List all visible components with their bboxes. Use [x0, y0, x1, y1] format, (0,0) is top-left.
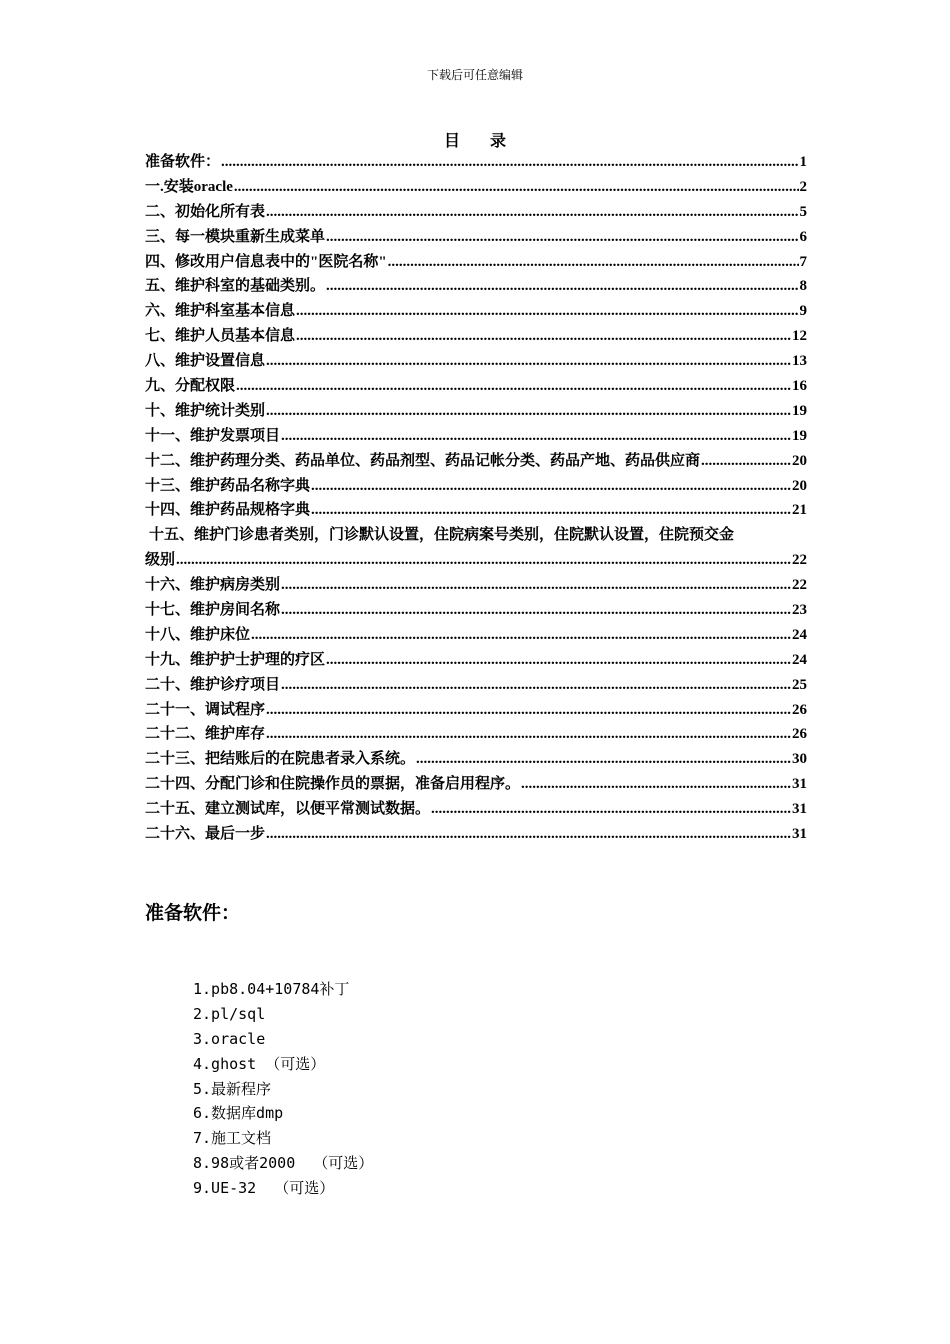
- toc-entry-page: 8: [799, 278, 807, 295]
- toc-entry-title: 二十四、分配门诊和住院操作员的票据，准备启用程序。: [145, 776, 521, 793]
- toc-entry-title: 二十一、调试程序: [145, 701, 266, 718]
- toc-leader: [296, 299, 798, 324]
- toc-entry-page: 20: [792, 477, 807, 494]
- toc-entry[interactable]: [145, 474, 807, 499]
- toc-entry-title: 十六、维护病房类别: [145, 577, 281, 594]
- toc-entry-page: 9: [799, 303, 807, 320]
- toc-entry-page: 21: [792, 502, 807, 519]
- toc-leader: [234, 175, 799, 200]
- list-item: 3.oracle: [193, 1029, 266, 1048]
- toc-entry-title: 六、维护科室基本信息: [145, 303, 296, 320]
- list-item: 2.pl/sql: [193, 1004, 266, 1023]
- toc-entry[interactable]: [145, 822, 807, 847]
- toc-entry-title: 二十三、把结账后的在院患者录入系统。: [145, 751, 416, 768]
- toc-entry-page: 5: [799, 203, 807, 220]
- toc-entry[interactable]: [145, 797, 807, 822]
- toc-entry-title: 五、维护科室的基础类别。: [145, 278, 326, 295]
- table-of-contents: [145, 150, 807, 847]
- list-item: 5.最新程序: [193, 1079, 272, 1098]
- toc-entry-title: 十四、维护药品规格字典: [145, 502, 311, 519]
- toc-entry[interactable]: [145, 324, 807, 349]
- toc-leader: [431, 797, 791, 822]
- toc-entry-title: 十、维护统计类别: [145, 402, 266, 419]
- toc-entry[interactable]: [145, 274, 807, 299]
- toc-leader: [266, 822, 791, 847]
- list-item: 8.98或者2000 （可选）: [193, 1154, 374, 1173]
- toc-entry-page: 19: [792, 402, 807, 419]
- toc-leader: [388, 250, 799, 275]
- toc-entry-page: 31: [792, 801, 807, 818]
- toc-entry-page: 7: [799, 253, 807, 270]
- list-item: 7.施工文档: [193, 1129, 272, 1148]
- toc-leader: [236, 374, 791, 399]
- toc-leader: [281, 673, 791, 698]
- toc-entry[interactable]: [145, 424, 807, 449]
- toc-leader: [281, 598, 791, 623]
- toc-leader: [221, 150, 798, 175]
- toc-entry-page: 12: [792, 328, 807, 345]
- toc-leader: [281, 573, 791, 598]
- toc-entry-page: 22: [792, 577, 807, 594]
- toc-entry[interactable]: [145, 523, 807, 548]
- list-item: 6.数据库dmp: [193, 1104, 284, 1123]
- toc-leader: [266, 349, 791, 374]
- toc-entry-title: 十二、维护药理分类、药品单位、药品剂型、药品记帐分类、药品产地、药品供应商: [145, 452, 701, 469]
- toc-entry[interactable]: [145, 598, 807, 623]
- toc-leader: [176, 548, 791, 573]
- toc-entry[interactable]: [145, 747, 807, 772]
- list-item: 9.UE-32 （可选）: [193, 1179, 335, 1198]
- toc-entry-title: 八、维护设置信息: [145, 353, 266, 370]
- list-item: 4.ghost （可选）: [193, 1054, 326, 1073]
- toc-leader: [701, 449, 791, 474]
- toc-entry-page: 23: [792, 602, 807, 619]
- toc-entry-title: 二十、维护诊疗项目: [145, 676, 281, 693]
- toc-entry[interactable]: [145, 548, 807, 573]
- toc-entry-page: 6: [799, 228, 807, 245]
- toc-entry-page: 31: [792, 826, 807, 843]
- list-item: 1.pb8.04+10784补丁: [193, 980, 350, 998]
- toc-entry[interactable]: [145, 225, 807, 250]
- toc-entry[interactable]: [145, 349, 807, 374]
- toc-entry[interactable]: [145, 698, 807, 723]
- toc-entry[interactable]: [145, 175, 807, 200]
- toc-leader: [311, 498, 791, 523]
- toc-entry-title: 九、分配权限: [145, 378, 236, 395]
- toc-entry-page: 2: [799, 178, 807, 195]
- toc-entry[interactable]: [145, 498, 807, 523]
- toc-entry[interactable]: [145, 673, 807, 698]
- toc-entry-page: 24: [792, 651, 807, 668]
- toc-entry-title: 二十二、维护库存: [145, 726, 266, 743]
- toc-entry-title: 二十六、最后一步: [145, 826, 266, 843]
- toc-entry[interactable]: [145, 623, 807, 648]
- toc-entry-page: 31: [792, 776, 807, 793]
- toc-leader: [326, 225, 798, 250]
- toc-leader: [296, 324, 791, 349]
- toc-entry-page: 19: [792, 427, 807, 444]
- toc-title: 目录: [443, 133, 536, 150]
- toc-entry-title: 十三、维护药品名称字典: [145, 477, 311, 494]
- toc-entry-page: 16: [792, 378, 807, 395]
- toc-entry[interactable]: [145, 399, 807, 424]
- section-heading: 准备软件：: [145, 903, 241, 924]
- toc-entry[interactable]: [145, 150, 807, 175]
- toc-entry[interactable]: [145, 250, 807, 275]
- toc-entry-title: 二十五、建立测试库，以便平常测试数据。: [145, 801, 431, 818]
- toc-leader: [266, 722, 791, 747]
- toc-leader: [251, 623, 791, 648]
- toc-entry-title: 十八、维护床位: [145, 626, 251, 643]
- toc-entry-title: 三、每一模块重新生成菜单: [145, 228, 326, 245]
- toc-entry-title: 十九、维护护士护理的疗区: [145, 651, 326, 668]
- toc-entry-title: 准备软件：: [145, 154, 221, 170]
- toc-leader: [281, 424, 791, 449]
- toc-entry[interactable]: [145, 200, 807, 225]
- toc-entry[interactable]: [145, 374, 807, 399]
- toc-entry-page: 22: [792, 552, 807, 569]
- toc-entry-title: 一.安装oracle: [145, 178, 233, 195]
- toc-entry-page: 25: [792, 676, 807, 693]
- toc-entry-page: 13: [792, 353, 807, 370]
- toc-entry[interactable]: [145, 648, 807, 673]
- toc-entry-title: 七、维护人员基本信息: [145, 328, 296, 345]
- toc-entry-title: 二、初始化所有表: [145, 203, 266, 220]
- toc-entry-page: 1: [799, 154, 807, 170]
- toc-entry-title: 十一、维护发票项目: [145, 427, 281, 444]
- page-header: 下载后可任意编辑: [426, 68, 523, 82]
- toc-entry-title: 级别: [145, 552, 176, 569]
- toc-leader: [326, 274, 798, 299]
- toc-leader: [311, 474, 791, 499]
- toc-entry-title: 十七、维护房间名称: [145, 602, 281, 619]
- toc-entry-page: 20: [792, 452, 807, 469]
- toc-entry[interactable]: [145, 772, 807, 797]
- toc-leader: [266, 399, 791, 424]
- toc-entry[interactable]: [145, 299, 807, 324]
- toc-entry-page: 26: [792, 701, 807, 718]
- toc-leader: [521, 772, 791, 797]
- toc-entry[interactable]: [145, 722, 807, 747]
- toc-entry-page: 30: [792, 751, 807, 768]
- toc-entry-title: 十五、维护门诊患者类别，门诊默认设置，住院病案号类别，住院默认设置，住院预交金: [149, 527, 735, 544]
- toc-entry-page: 24: [792, 626, 807, 643]
- toc-entry-page: 26: [792, 726, 807, 743]
- toc-entry[interactable]: [145, 449, 807, 474]
- toc-entry-title: 四、修改用户信息表中的"医院名称": [145, 253, 387, 270]
- toc-leader: [266, 200, 798, 225]
- toc-leader: [326, 648, 791, 673]
- toc-leader: [416, 747, 791, 772]
- toc-leader: [266, 698, 791, 723]
- toc-entry[interactable]: [145, 573, 807, 598]
- software-list: [193, 977, 373, 1201]
